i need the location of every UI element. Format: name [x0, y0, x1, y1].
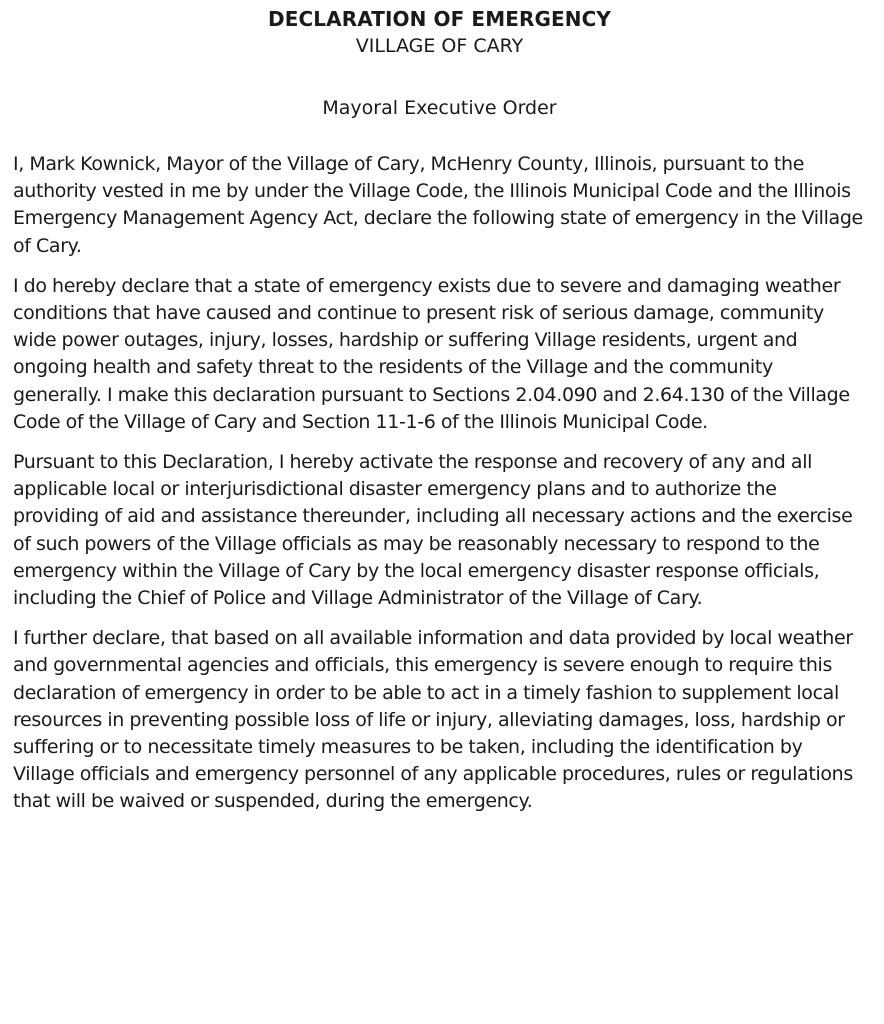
- paragraph-activation: Pursuant to this Declaration, I hereby activate the response and recovery of any and all applicable local or interjurisdictional disaster emergency plans and to authorize the providing of aid and assistance thereunder, including all necessary actions and the exercise of such powers of the Village officials as may be reasonably necessary to respond to the emergency within the Village of Cary by the local emergency disaster response officials, including the Chief of Police and Village Administrator of the Village of Cary.: [13, 451, 853, 610]
- paragraph-declaration: I do hereby declare that a state of emergency exists due to severe and damaging weather conditions that have caused and continue to present risk of serious damage, community wide power outages, injury, losses, hardship or suffering Village residents, urgent and ongoing health and safety threat to the residents of the Village and the community generally. I make this declaration pursuant to Sections 2.04.090 and 2.64.130 of the Village Code of the Village of Cary and Section 11-1-6 of the Illinois Municipal Code.: [13, 274, 850, 433]
- paragraph-further-declaration: I further declare, that based on all available information and data provided by local weather and governmental agencies and officials, this emergency is severe enough to require this declaration of emergency in order to be able to act in a timely fashion to supplement local resources in preventing possible loss of life or injury, alleviating damages, loss, hardship or suffering or to necessitate timely measures to be taken, including the identification by Village officials and emergency personnel of any applicable procedures, rules or regulations that will be waived or suspended, during the emergency.: [13, 627, 853, 813]
- document-title: DECLARATION OF EMERGENCY: [268, 7, 611, 31]
- document-body: [13, 151, 866, 816]
- paragraph-preamble: I, Mark Kownick, Mayor of the Village of Cary, McHenry County, Illinois, pursuant to the authority vested in me by under the Village Code, the Illinois Municipal Code and the Illinois Emergency Management Agency Act, declare the following state of emergency in the Village of Cary.: [13, 153, 863, 257]
- document-subtitle: VILLAGE OF CARY: [355, 35, 524, 57]
- order-type: Mayoral Executive Order: [322, 97, 557, 119]
